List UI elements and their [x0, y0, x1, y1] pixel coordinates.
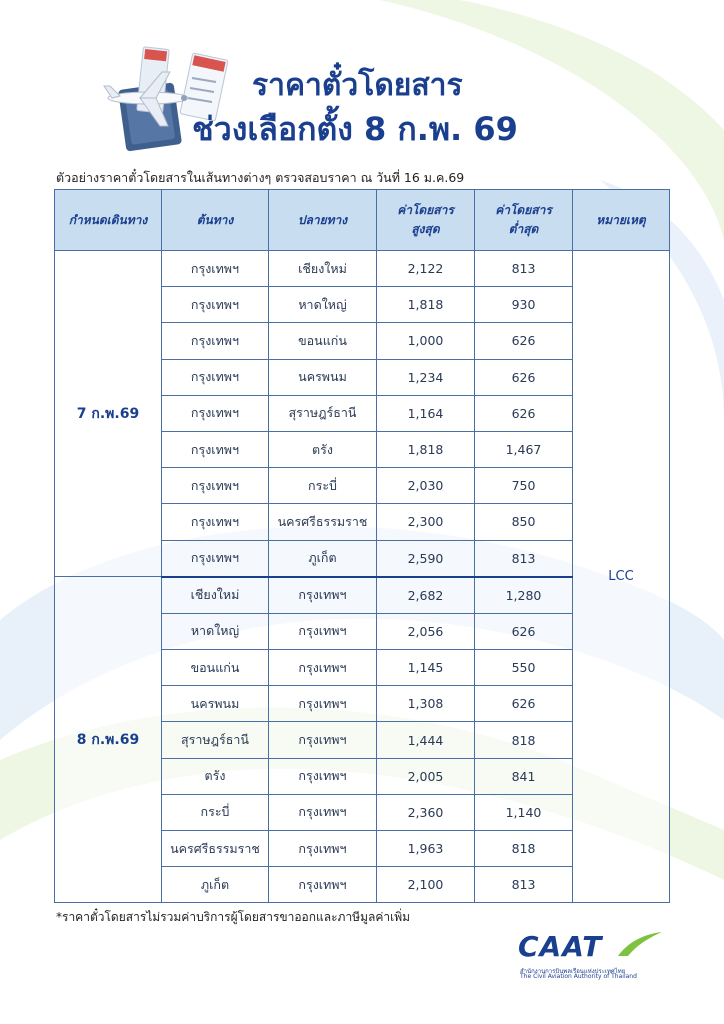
min-fare-cell: 626	[475, 359, 573, 395]
origin-cell: นครศรีธรรมราช	[162, 831, 269, 867]
header-min-fare	[475, 190, 573, 251]
header-max-fare-line2: สูงสุด	[411, 222, 440, 236]
destination-cell: นครพนม	[269, 359, 377, 395]
origin-cell: กรุงเทพฯ	[162, 359, 269, 395]
destination-cell: นครศรีธรรมราช	[269, 504, 377, 540]
min-fare-cell: 818	[475, 831, 573, 867]
destination-cell: กรุงเทพฯ	[269, 867, 377, 903]
origin-cell: กรุงเทพฯ	[162, 431, 269, 467]
header-max-fare	[377, 190, 475, 251]
origin-cell: ภูเก็ต	[162, 867, 269, 903]
max-fare-cell: 2,030	[377, 468, 475, 504]
destination-cell: กรุงเทพฯ	[269, 794, 377, 830]
destination-cell: กระบี่	[269, 468, 377, 504]
max-fare-cell: 1,818	[377, 287, 475, 323]
page-title: ราคาตั๋วโดยสาร	[252, 68, 463, 103]
footnote: *ราคาตั๋วโดยสารไม่รวมค่าบริการผู้โดยสารขาออกและภาษีมูลค่าเพิ่ม	[56, 910, 411, 924]
max-fare-cell: 1,308	[377, 686, 475, 722]
min-fare-cell: 750	[475, 468, 573, 504]
destination-cell: เชียงใหม่	[269, 251, 377, 287]
remark-cell: LCC	[573, 251, 670, 903]
max-fare-cell: 2,300	[377, 504, 475, 540]
header-travel-date: กำหนดเดินทาง	[55, 190, 162, 251]
min-fare-cell: 841	[475, 758, 573, 794]
table-row	[55, 251, 670, 287]
origin-cell: กรุงเทพฯ	[162, 323, 269, 359]
origin-cell: เชียงใหม่	[162, 577, 269, 614]
min-fare-cell: 1,467	[475, 431, 573, 467]
min-fare-cell: 850	[475, 504, 573, 540]
origin-cell: กรุงเทพฯ	[162, 287, 269, 323]
destination-cell: ตรัง	[269, 431, 377, 467]
destination-cell: กรุงเทพฯ	[269, 686, 377, 722]
max-fare-cell: 2,122	[377, 251, 475, 287]
destination-cell: ขอนแก่น	[269, 323, 377, 359]
destination-cell: กรุงเทพฯ	[269, 831, 377, 867]
origin-cell: สุราษฎร์ธานี	[162, 722, 269, 758]
min-fare-cell: 930	[475, 287, 573, 323]
min-fare-cell: 550	[475, 650, 573, 686]
min-fare-cell: 813	[475, 251, 573, 287]
fare-table-header-row	[55, 190, 670, 251]
max-fare-cell: 2,682	[377, 577, 475, 614]
max-fare-cell: 1,444	[377, 722, 475, 758]
origin-cell: ขอนแก่น	[162, 650, 269, 686]
origin-cell: กรุงเทพฯ	[162, 395, 269, 431]
origin-cell: กรุงเทพฯ	[162, 504, 269, 540]
max-fare-cell: 1,234	[377, 359, 475, 395]
caat-logo-wordmark: CAAT	[518, 930, 603, 963]
destination-cell: สุราษฎร์ธานี	[269, 395, 377, 431]
destination-cell: กรุงเทพฯ	[269, 722, 377, 758]
page-title-subheading: ช่วงเลือกตั้ง 8 ก.พ. 69	[192, 110, 518, 148]
header-min-fare-line1: ค่าโดยสาร	[495, 203, 552, 217]
origin-cell: กระบี่	[162, 794, 269, 830]
max-fare-cell: 1,818	[377, 431, 475, 467]
caat-logo	[518, 930, 668, 980]
destination-cell: กรุงเทพฯ	[269, 577, 377, 614]
min-fare-cell: 813	[475, 540, 573, 577]
max-fare-cell: 2,005	[377, 758, 475, 794]
origin-cell: หาดใหญ่	[162, 613, 269, 649]
travel-date-cell: 7 ก.พ.69	[55, 251, 162, 577]
origin-cell: กรุงเทพฯ	[162, 540, 269, 577]
price-check-note: ตัวอย่างราคาตั๋วโดยสารในเส้นทางต่างๆ ตรวจสอบราคา ณ วันที่ 16 ม.ค.69	[56, 170, 465, 185]
header-remark: หมายเหตุ	[573, 190, 670, 251]
origin-cell: กรุงเทพฯ	[162, 468, 269, 504]
destination-cell: กรุงเทพฯ	[269, 650, 377, 686]
header-max-fare-line1: ค่าโดยสาร	[397, 203, 454, 217]
origin-cell: นครพนม	[162, 686, 269, 722]
min-fare-cell: 818	[475, 722, 573, 758]
min-fare-cell: 626	[475, 395, 573, 431]
max-fare-cell: 1,000	[377, 323, 475, 359]
min-fare-cell: 1,140	[475, 794, 573, 830]
max-fare-cell: 1,164	[377, 395, 475, 431]
destination-cell: ภูเก็ต	[269, 540, 377, 577]
origin-cell: กรุงเทพฯ	[162, 251, 269, 287]
max-fare-cell: 2,100	[377, 867, 475, 903]
caat-logo-subtitle-th: สำนักงานการบินพลเรือนแห่งประเทศไทย	[520, 968, 626, 975]
caat-logo-subtitle-en: The Civil Aviation Authority of Thailand	[520, 973, 637, 980]
max-fare-cell: 2,590	[377, 540, 475, 577]
min-fare-cell: 626	[475, 686, 573, 722]
destination-cell: กรุงเทพฯ	[269, 613, 377, 649]
travel-date-cell: 8 ก.พ.69	[55, 577, 162, 903]
min-fare-cell: 1,280	[475, 577, 573, 614]
destination-cell: กรุงเทพฯ	[269, 758, 377, 794]
max-fare-cell: 2,056	[377, 613, 475, 649]
header-destination: ปลายทาง	[269, 190, 377, 251]
logo-swoosh-icon	[614, 930, 664, 958]
header-origin: ต้นทาง	[162, 190, 269, 251]
max-fare-cell: 2,360	[377, 794, 475, 830]
max-fare-cell: 1,145	[377, 650, 475, 686]
min-fare-cell: 626	[475, 323, 573, 359]
min-fare-cell: 813	[475, 867, 573, 903]
origin-cell: ตรัง	[162, 758, 269, 794]
destination-cell: หาดใหญ่	[269, 287, 377, 323]
max-fare-cell: 1,963	[377, 831, 475, 867]
header-min-fare-line2: ต่ำสุด	[508, 222, 539, 236]
min-fare-cell: 626	[475, 613, 573, 649]
fare-table	[54, 189, 670, 903]
fare-table-body	[55, 251, 670, 903]
